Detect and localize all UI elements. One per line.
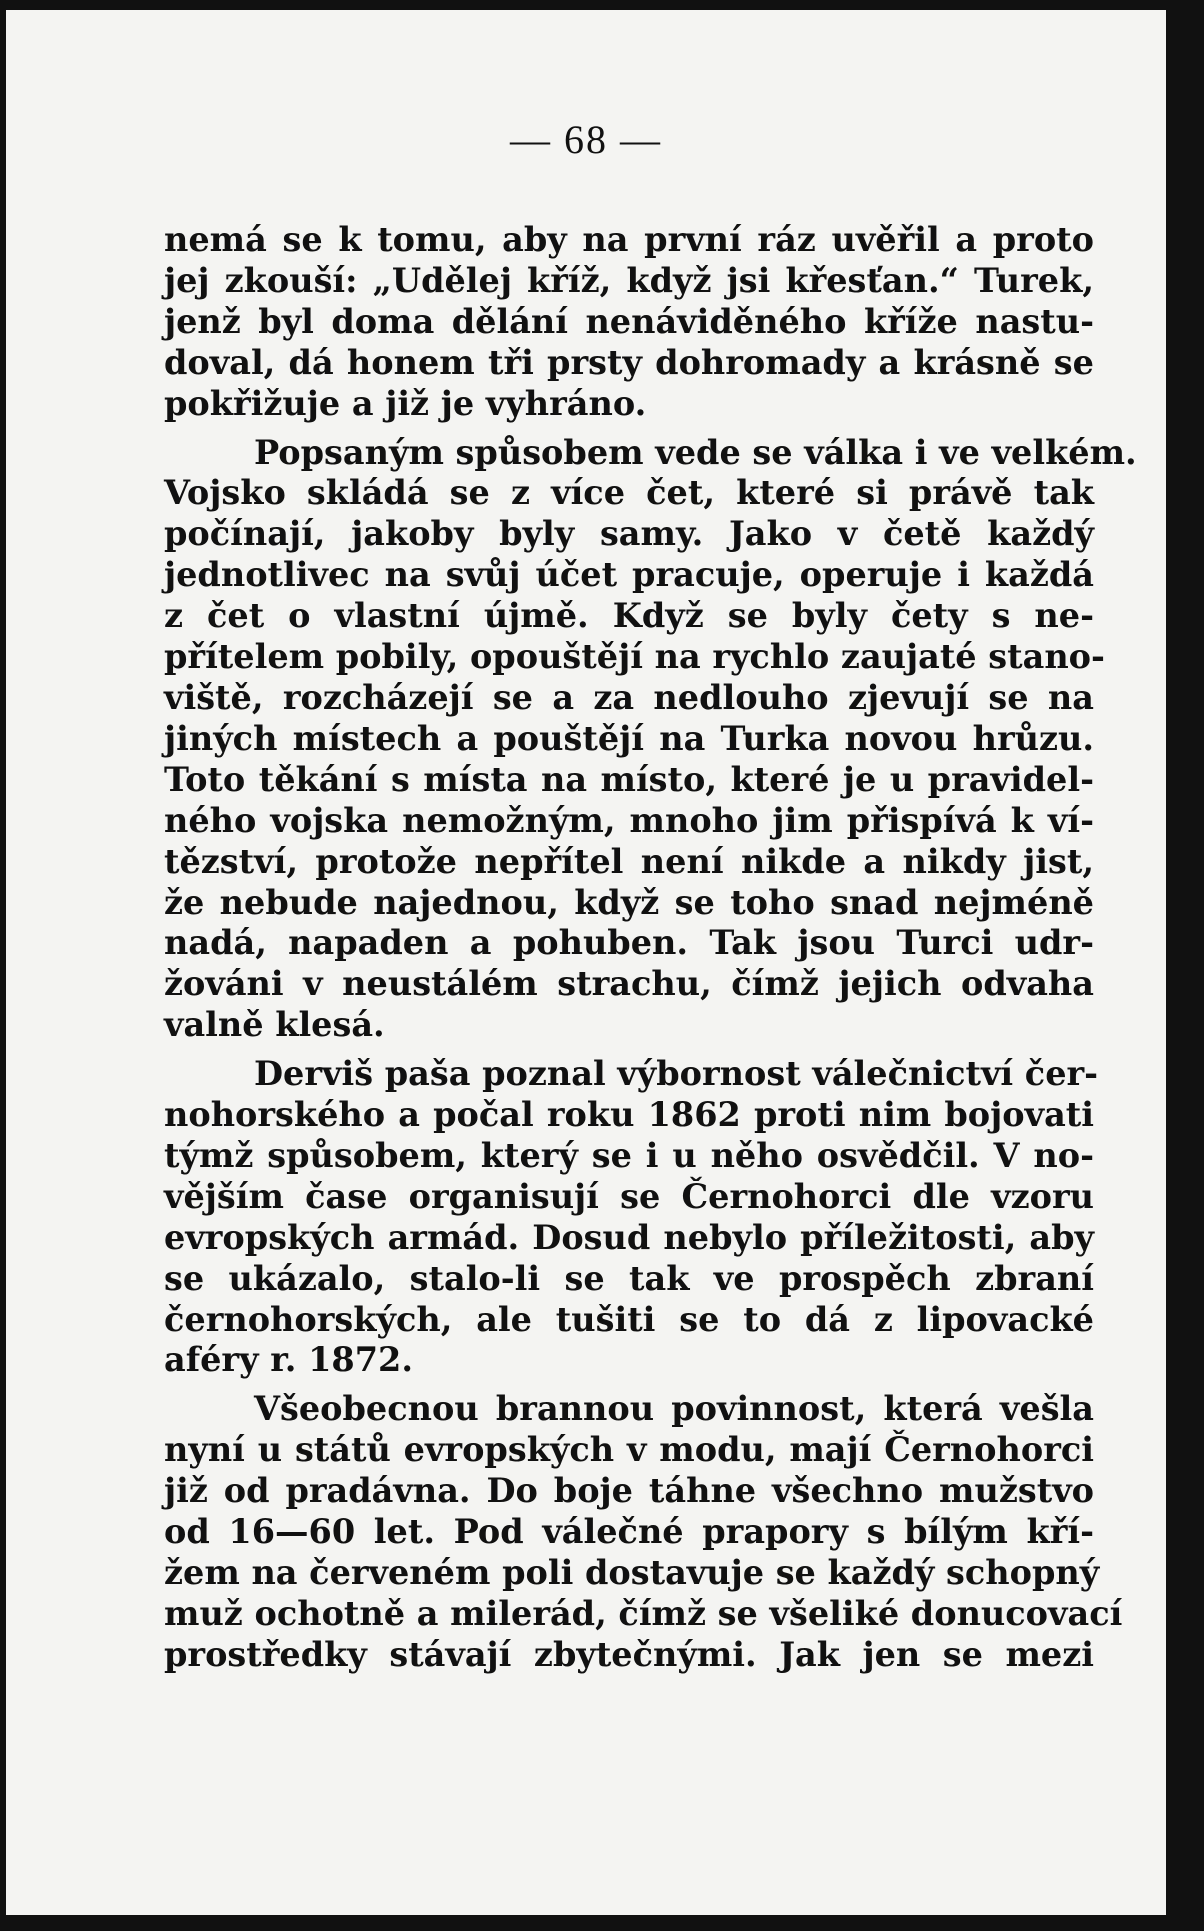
text-line: valně klesá. [164, 1005, 385, 1045]
paragraph-gap [164, 1046, 1094, 1054]
text-line: prostředky stávají zbytečnými. Jak jen se mezi [164, 1634, 1094, 1674]
text-line: že nebude najednou, když se toho snad nejméně [164, 882, 1094, 922]
text-line: přítelem pobily, opouštějí na rychlo zaujaté stano- [164, 637, 1105, 677]
paragraph-4 [164, 1389, 1123, 1675]
book-page [6, 10, 1166, 1915]
text-line: jiných místech a pouštějí na Turka novou hrůzu. [164, 718, 1094, 758]
text-line: Všeobecnou brannou povinnost, která vešla [254, 1389, 1094, 1429]
text-line: Derviš paša poznal výbornost válečnictví čer- [254, 1054, 1099, 1094]
text-line: ného vojska nemožným, mnoho jim přispívá k ví- [164, 800, 1094, 840]
text-line: doval, dá honem tři prsty dohromady a krásně se [164, 342, 1094, 382]
text-line: jenž byl doma dělání nenáviděného kříže nastu- [164, 301, 1094, 341]
text-line: jej zkouší: „Udělej kříž, když jsi křesťan.“ Turek, [164, 260, 1094, 300]
text-line: nadá, napaden a pohuben. Tak jsou Turci udr- [164, 923, 1094, 963]
text-line: od 16—60 let. Pod válečné prapory s bílým kří- [164, 1512, 1094, 1552]
text-line: Popsaným spůsobem vede se válka i ve velkém. [254, 432, 1137, 472]
text-line: černohorských, ale tušiti se to dá z lipovacké [164, 1299, 1094, 1339]
paragraph-gap [164, 1381, 1094, 1389]
text-line: aféry r. 1872. [164, 1340, 414, 1380]
text-line: viště, rozcházejí se a za nedlouho zjevují se na [164, 677, 1094, 717]
text-line: jednotlivec na svůj účet pracuje, operuje i každá [164, 555, 1094, 595]
text-line: již od pradávna. Do boje táhne všechno mužstvo [164, 1471, 1094, 1511]
text-line: nyní u států evropských v modu, mají Černohorci [164, 1430, 1094, 1470]
paragraph-gap [164, 425, 1094, 433]
text-line: žováni v neustálém strachu, čímž jejich odvaha [164, 964, 1094, 1004]
text-line: nemá se k tomu, aby na první ráz uvěřil a proto [164, 220, 1094, 259]
paragraph-2 [164, 432, 1137, 1047]
page-number: — 68 — [510, 117, 662, 162]
text-line: týmž spůsobem, který se i u něho osvědčil. V no- [164, 1135, 1094, 1175]
text-line: žem na červeném poli dostavuje se každý schopný [164, 1553, 1100, 1592]
text-line: pokřižuje a již je vyhráno. [164, 383, 647, 423]
text-line: Vojsko skládá se z více čet, které si právě tak [164, 473, 1094, 513]
text-line: Toto těkání s místa na místo, které je u pravidel- [164, 759, 1094, 799]
paragraph-3 [164, 1054, 1099, 1381]
text-line: se ukázalo, stalo-li se tak ve prospěch zbraní [164, 1258, 1094, 1298]
text-line: evropských armád. Dosud nebylo příležitosti, aby [164, 1217, 1094, 1257]
text-line: z čet o vlastní újmě. Když se byly čety s ne- [164, 596, 1094, 636]
body-text [164, 220, 1137, 1676]
text-line: nohorského a počal roku 1862 proti nim bojovati [164, 1095, 1094, 1135]
text-line: muž ochotně a milerád, čímž se všeliké donucovací [164, 1593, 1123, 1633]
text-line: vějším čase organisují se Černohorci dle vzoru [164, 1176, 1094, 1216]
paragraph-1 [164, 220, 1094, 425]
text-line: tězství, protože nepřítel není nikde a nikdy jist, [164, 841, 1094, 881]
text-line: počínají, jakoby byly samy. Jako v četě každý [164, 514, 1094, 554]
